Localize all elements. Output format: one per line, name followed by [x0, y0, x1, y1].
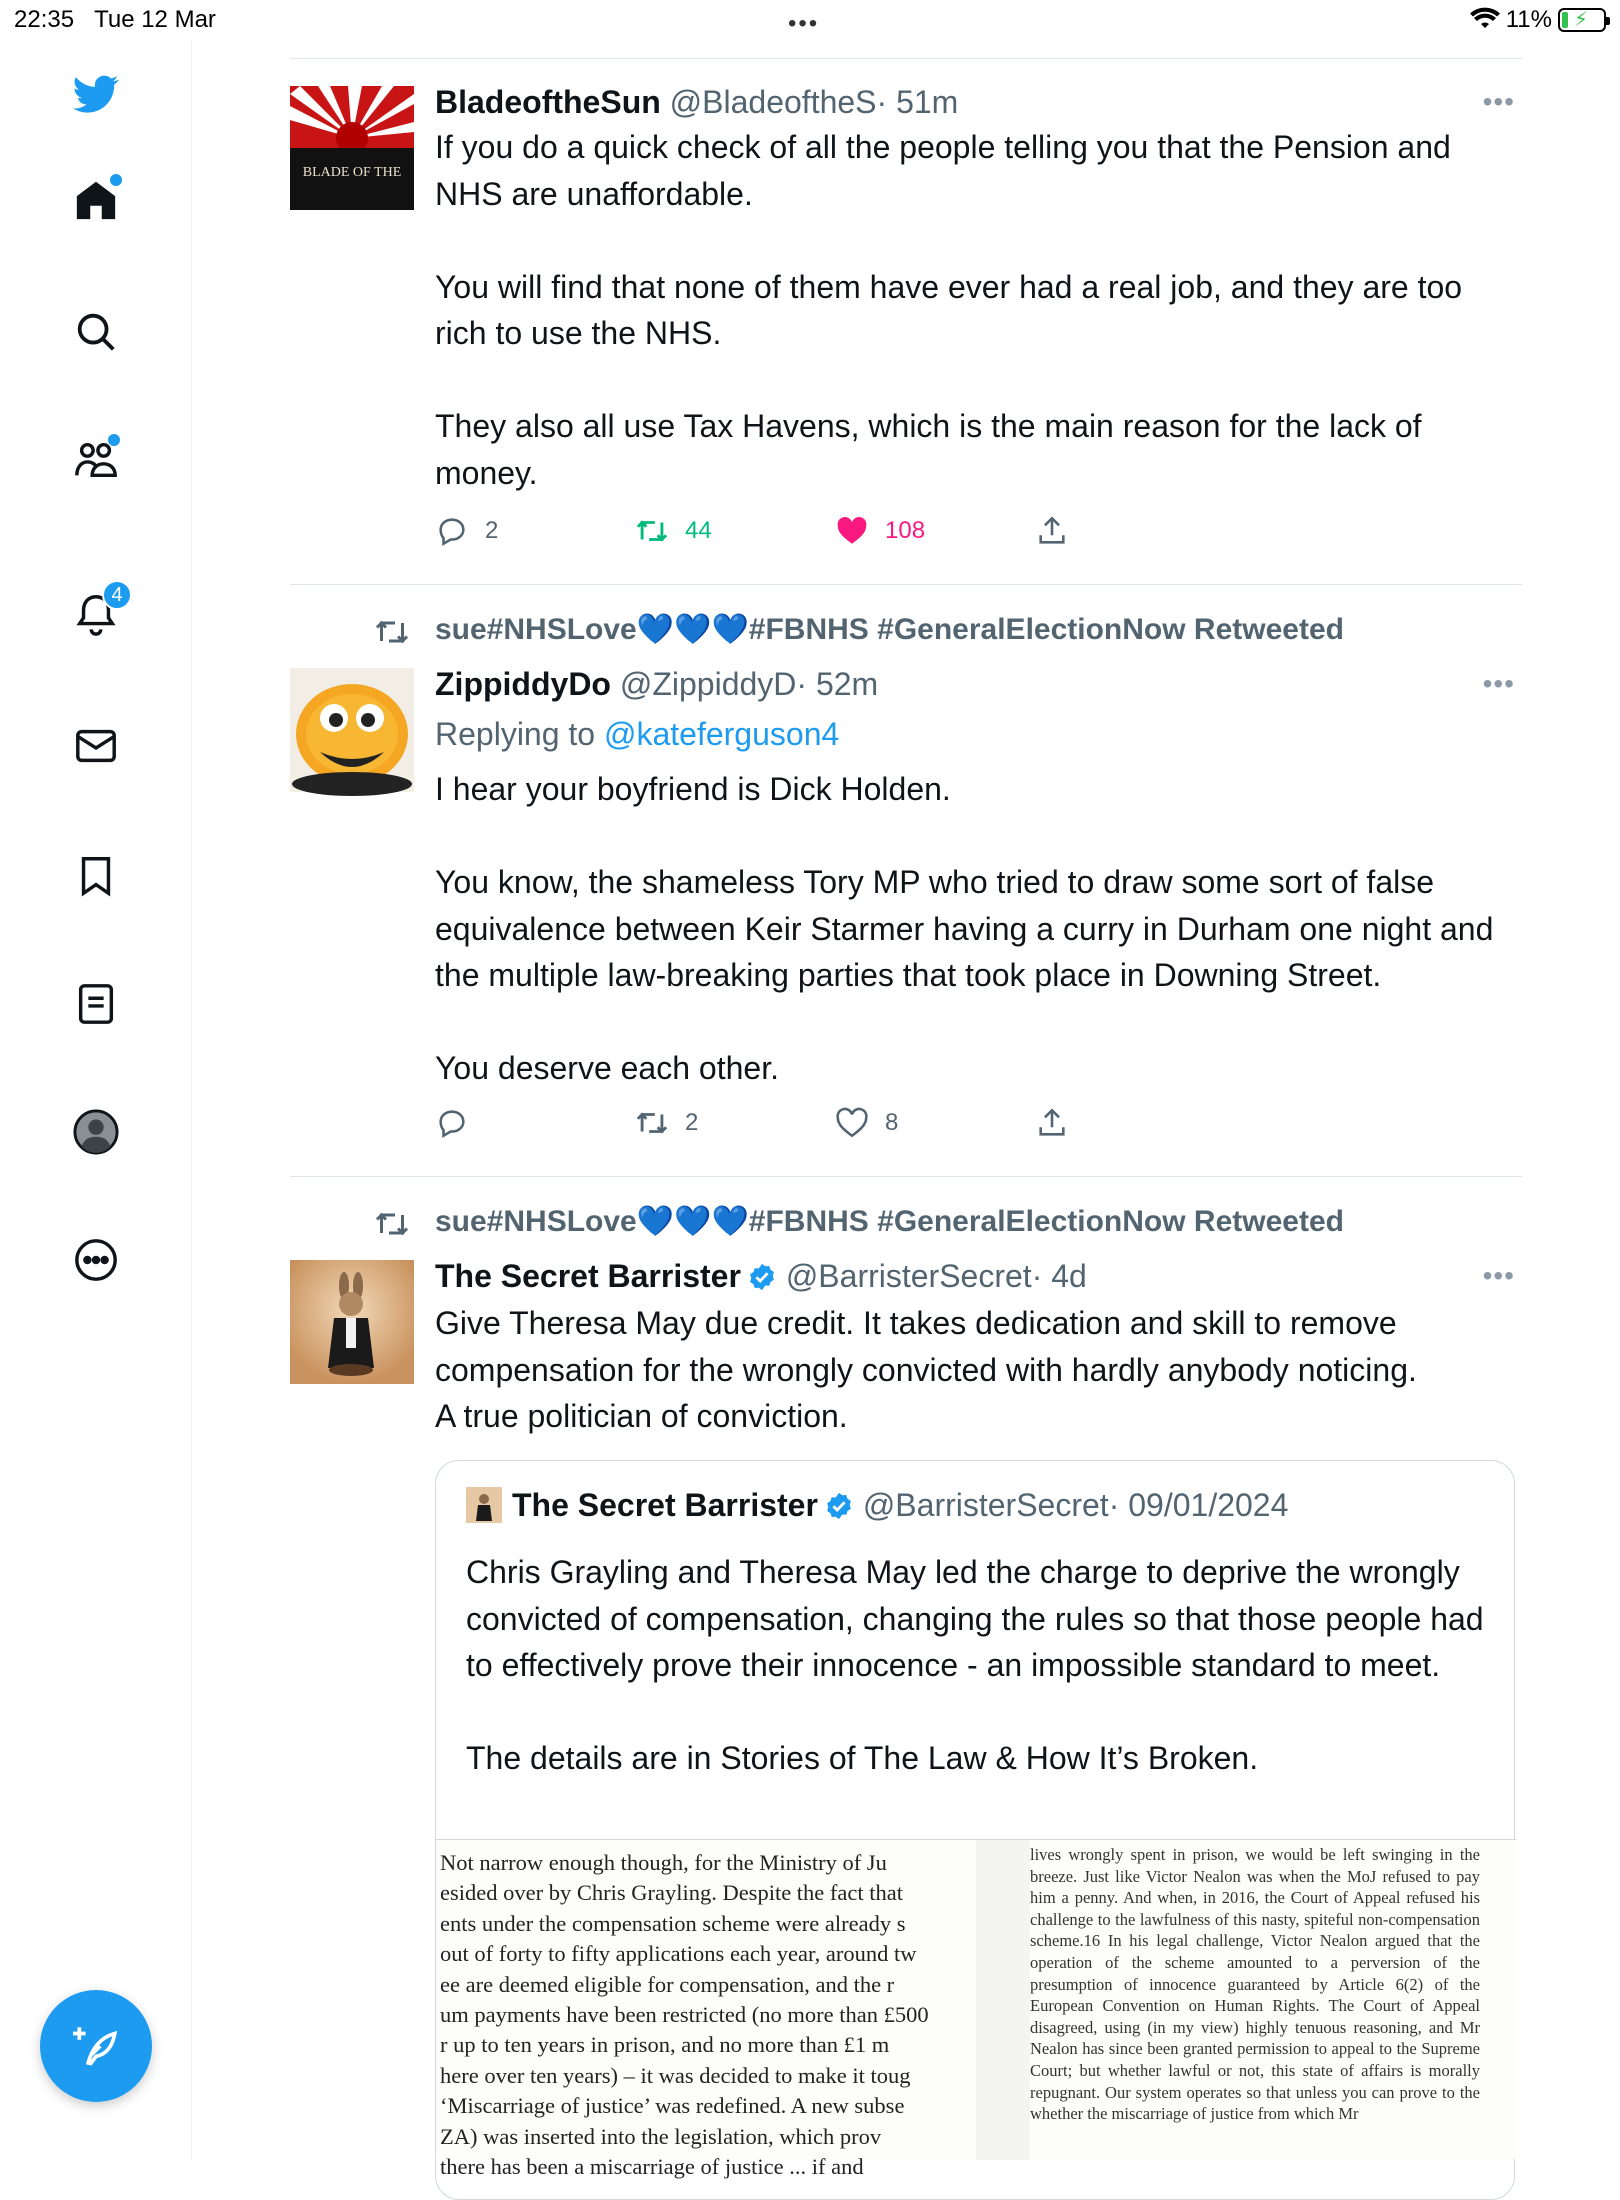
tweet-header	[435, 662, 1515, 706]
feed-divider	[290, 58, 1522, 59]
share-button[interactable]	[1035, 514, 1069, 548]
feed-divider	[290, 584, 1522, 585]
book-line: ‘Miscarriage of justice’ was redefined. A new subse	[440, 2093, 905, 2119]
book-line: esided over by Chris Grayling. Despite the fact that	[440, 1880, 903, 1906]
heart-filled-icon	[835, 514, 869, 548]
profile-icon[interactable]	[66, 1102, 126, 1162]
bell-icon[interactable]	[66, 584, 126, 644]
timestamp[interactable]: · 4d	[1031, 1258, 1087, 1294]
multitasking-dots-icon[interactable]: •••	[788, 10, 820, 37]
reply-icon	[435, 1106, 469, 1140]
handle[interactable]: @BladeoftheS	[669, 84, 877, 120]
list-icon[interactable]	[66, 974, 126, 1034]
book-line: out of forty to fifty applications each year, around tw	[440, 1941, 917, 1967]
quoted-display-name[interactable]: The Secret Barrister	[512, 1487, 818, 1523]
more-circle-icon[interactable]	[66, 1230, 126, 1290]
like-count: 108	[885, 517, 926, 544]
display-name[interactable]: The Secret Barrister	[435, 1258, 741, 1294]
twitter-bird-icon[interactable]	[66, 64, 126, 124]
retweet-button[interactable]	[635, 1106, 698, 1140]
avatar-text: BLADE OF THE	[302, 165, 402, 180]
mail-icon[interactable]	[66, 716, 126, 776]
quoted-tweet-card[interactable]	[435, 1460, 1515, 2200]
avatar[interactable]	[290, 1260, 414, 1384]
timestamp[interactable]: · 52m	[796, 666, 879, 702]
share-icon	[1035, 514, 1069, 548]
bookmark-icon[interactable]	[66, 846, 126, 906]
book-line: ZA) was inserted into the legislation, which prov	[440, 2123, 882, 2149]
verified-badge-icon	[747, 1262, 777, 1292]
replying-to: Replying to @kateferguson4	[435, 716, 840, 752]
quoted-handle[interactable]: @BarristerSecret	[862, 1487, 1109, 1523]
tweet[interactable]	[290, 80, 1522, 580]
retweeted-by-icon	[374, 614, 410, 650]
retweet-count: 2	[685, 1109, 699, 1136]
feed-divider	[290, 1176, 1522, 1177]
book-line: here over ten years) – it was decided to make it toug	[440, 2062, 911, 2088]
book-gutter	[976, 1840, 1030, 2160]
home-unread-dot	[110, 174, 122, 186]
quoted-timestamp[interactable]: · 09/01/2024	[1108, 1487, 1289, 1523]
like-button[interactable]	[835, 514, 925, 548]
battery-icon: ⚡	[1558, 8, 1606, 32]
retweeted-by-label[interactable]: sue#NHSLove💙💙💙#FBNHS #GeneralElectionNow Retweeted	[435, 1205, 1344, 1238]
avatar[interactable]	[290, 86, 414, 210]
tweet[interactable]	[290, 606, 1522, 1166]
retweet-count: 44	[685, 517, 712, 544]
share-icon	[1035, 1106, 1069, 1140]
tweet-actions	[435, 1106, 1335, 1146]
book-left-page	[436, 1840, 976, 2182]
reply-button[interactable]	[435, 1106, 485, 1140]
more-options-icon[interactable]: •••	[1482, 86, 1515, 117]
tweet-actions	[435, 514, 1335, 554]
share-button[interactable]	[1035, 1106, 1069, 1140]
tweet-header	[435, 80, 1515, 124]
wifi-icon	[1470, 8, 1500, 32]
tweet-text: I hear your boyfriend is Dick Holden. You know, the shameless Tory MP who tried to draw some sort of false equivalence between Keir Starmer having a curry in Durham one night and the multiple law-breaking parties that took place in Downing Street. You deserve each other.	[435, 771, 1494, 1086]
display-name[interactable]: ZippiddyDo	[435, 666, 611, 702]
status-time: 22:35 Tue 12 Mar	[14, 6, 216, 33]
notification-count-badge: 4	[102, 580, 132, 610]
search-icon[interactable]	[66, 302, 126, 362]
avatar[interactable]	[290, 668, 414, 792]
sidebar	[0, 40, 192, 2160]
book-line: ents under the compensation scheme were already s	[440, 1910, 906, 1936]
book-line: there has been a miscarriage of justice ... if and	[440, 2154, 864, 2180]
book-line: um payments have been restricted (no more than £500	[440, 2002, 929, 2028]
book-line: r up to ten years in prison, and no more than £1 m	[440, 2032, 890, 2058]
heart-icon	[835, 1106, 869, 1140]
tweet[interactable]	[290, 1198, 1522, 2180]
timestamp[interactable]: · 51m	[876, 84, 959, 120]
retweet-icon	[635, 1106, 669, 1140]
replying-to-handle-link[interactable]: @kateferguson4	[603, 716, 840, 752]
book-page-image[interactable]	[436, 1839, 1516, 2180]
handle[interactable]: @BarristerSecret	[785, 1258, 1032, 1294]
quoted-avatar[interactable]	[466, 1487, 502, 1523]
more-options-icon[interactable]: •••	[1482, 668, 1515, 699]
display-name[interactable]: BladeoftheSun	[435, 84, 661, 120]
retweeted-by-icon	[374, 1206, 410, 1242]
communities-icon[interactable]	[66, 430, 126, 490]
quoted-tweet-header	[466, 1487, 1288, 1524]
compose-tweet-button[interactable]	[40, 1990, 152, 2102]
more-options-icon[interactable]: •••	[1482, 1260, 1515, 1291]
book-line: Not narrow enough though, for the Ministry of Ju	[440, 1850, 887, 1875]
feather-plus-icon	[71, 2021, 121, 2071]
tweet-header	[435, 1254, 1515, 1298]
book-right-page: lives wrongly spent in prison, we would be left swinging in the breeze. Just like Victor Nealon was when the MoJ refused to pay him a penny. And when, in 2016, the Court of Appeal refused his challenge to the lawfulness of this nasty, spiteful non-compensation scheme.16 In his legal challenge, Victor Nealon argued that the operation of the scheme amounted to a perversion of the presumption of innocence guaranteed by Article 6(2) of the European Convention on Human Rights. The Court of Appeal disagreed, using (in my view) highly tenuous reasoning, and Mr Nealon has since been granted permission to appeal to the Supreme Court; but whether lawful or not, this state of affairs is morally repugnant. Our system operates so that unless you can prove to the whether the miscarriage of justice from which Mr	[1030, 1845, 1480, 2124]
verified-badge-icon	[824, 1491, 854, 1521]
reply-count: 2	[485, 517, 499, 544]
like-button[interactable]	[835, 1106, 898, 1140]
quoted-tweet-text: Chris Grayling and Theresa May led the charge to deprive the wrongly convicted of compensation, changing the rules so that those people had to effectively prove their innocence - an impossible standard to meet. The details are in Stories of The Law & How It’s Broken.	[466, 1554, 1484, 1776]
handle[interactable]: @ZippiddyD	[619, 666, 797, 702]
status-bar	[0, 0, 1620, 40]
like-count: 8	[885, 1109, 899, 1136]
book-line: ee are deemed eligible for compensation, and the r	[440, 1971, 895, 1997]
retweeted-by-label[interactable]: sue#NHSLove💙💙💙#FBNHS #GeneralElectionNow Retweeted	[435, 613, 1344, 646]
tweet-text: Give Theresa May due credit. It takes dedication and skill to remove compensation for the wrongly convicted with hardly anybody noticing. A true politician of conviction.	[435, 1305, 1417, 1434]
battery-percent: 11%	[1505, 6, 1552, 33]
retweet-button[interactable]	[635, 514, 712, 548]
reply-icon	[435, 514, 469, 548]
status-indicators	[1470, 6, 1606, 34]
tweet-text: If you do a quick check of all the people telling you that the Pension and NHS are unaffordable. You will find that none of them have ever had a real job, and they are too rich to use the NHS. They also all use Tax Havens, which is the main reason for the lack of money.	[435, 129, 1463, 491]
communities-unread-dot	[108, 434, 120, 446]
reply-button[interactable]	[435, 514, 498, 548]
retweet-icon	[635, 514, 669, 548]
home-icon[interactable]	[66, 170, 126, 230]
